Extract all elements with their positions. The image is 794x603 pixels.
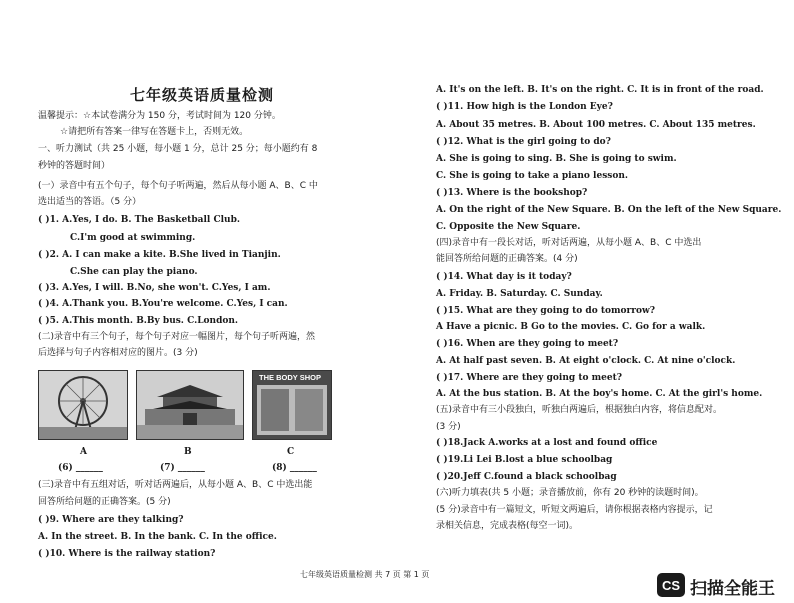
- page-footer: 七年级英语质量检测 共 7 页 第 1 页: [300, 570, 430, 579]
- option-line: C. She is going to take a piano lesson.: [436, 171, 629, 181]
- question-line: ( )4. A.Thank you. B.You're welcome. C.Yes, I can.: [38, 299, 288, 309]
- option-line: C. Opposite the New Square.: [436, 222, 581, 232]
- option-line: A. It's on the left. B. It's on the right. C. It is in front of the road.: [436, 85, 764, 95]
- text-line: (二)录音中有三个句子，每个句子对应一幅图片，每个句子听两遍，然: [38, 332, 316, 342]
- text-line: 回答所给问题的正确答案。(5 分): [38, 497, 171, 507]
- option-line: A. On the right of the New Square. B. On the left of the New Square.: [436, 205, 782, 215]
- option-line: A. In the street. B. In the bank. C. In the office.: [38, 532, 277, 542]
- picture-london-eye: [38, 370, 128, 440]
- picture-body-shop: [252, 370, 332, 440]
- question-line: ( )14. What day is it today?: [436, 272, 572, 282]
- question-line: ( )16. When are they going to meet?: [436, 339, 619, 349]
- text-line: (一）录音中有五个句子，每个句子听两遍，然后从每小题 A、B、C 中: [38, 181, 318, 191]
- match-line: ( )18.Jack A.works at a lost and found office: [436, 438, 658, 448]
- question-line: ( )17. Where are they going to meet?: [436, 373, 623, 383]
- text-line: ☆请把所有答案一律写在答题卡上，否则无效。: [60, 127, 249, 137]
- question-line: ( )1. A.Yes, I do. B. The Basketball Club.: [38, 215, 240, 225]
- text-line: (3 分): [436, 422, 461, 432]
- question-line: ( )5. A.This month. B.By bus. C.London.: [38, 316, 239, 326]
- option-line: C.I'm good at swimming.: [70, 233, 196, 243]
- text-line: (四)录音中有一段长对话，听对话两遍，从每小题 A、B、C 中选出: [436, 238, 702, 248]
- question-line: ( )12. What is the girl going to do?: [436, 137, 611, 147]
- text-line: 录相关信息，完成表格(每空一词)。: [436, 521, 579, 531]
- match-line: ( )20.Jeff C.found a black schoolbag: [436, 472, 617, 482]
- answer-blank: (6) ______: [58, 463, 103, 473]
- option-line: C.She can play the piano.: [70, 267, 198, 277]
- watermark-text: 扫描全能王: [690, 579, 775, 599]
- picture-label: B: [184, 447, 192, 457]
- text-line: 秒钟的答题时间）: [38, 161, 111, 171]
- answer-blank: (8) ______: [272, 463, 317, 473]
- question-line: ( )11. How high is the London Eye?: [436, 102, 613, 112]
- question-line: ( )13. Where is the bookshop?: [436, 188, 588, 198]
- camscanner-logo-icon: CS: [657, 573, 685, 597]
- text-line: (六)听力填表(共 5 小题；录音播放前，你有 20 秒钟的读题时间)。: [436, 488, 704, 498]
- option-line: A. Friday. B. Saturday. C. Sunday.: [436, 289, 603, 299]
- picture-label: A: [80, 447, 87, 457]
- picture-label: C: [287, 447, 295, 457]
- question-line: ( )2. A. I can make a kite. B.She lived in Tianjin.: [38, 250, 281, 260]
- option-line: A. She is going to sing. B. She is going to swim.: [436, 154, 677, 164]
- text-line: 选出适当的答语。（5 分）: [38, 197, 142, 207]
- shop-sign: THE BODY SHOP: [259, 373, 321, 382]
- option-line: A Have a picnic. B Go to the movies. C. Go for a walk.: [436, 322, 706, 332]
- option-line: A. At half past seven. B. At eight o'clock. C. At nine o'clock.: [436, 356, 736, 366]
- text-line: 温馨提示：☆本试卷满分为 150 分，考试时间为 120 分钟。: [38, 111, 281, 121]
- text-line: (5 分)录音中有一篇短文，听短文两遍后，请你根据表格内容提示，记: [436, 505, 713, 515]
- text-line: 后选择与句子内容相对应的图片。(3 分): [38, 348, 198, 358]
- answer-blank: (7) ______: [160, 463, 205, 473]
- text-line: 能回答所给问题的正确答案。(4 分): [436, 254, 578, 264]
- text-line: 一、听力测试（共 25 小题，每小题 1 分，总计 25 分；每小题约有 8: [38, 144, 318, 154]
- question-line: ( )9. Where are they talking?: [38, 515, 184, 525]
- match-line: ( )19.Li Lei B.lost a blue schoolbag: [436, 455, 613, 465]
- question-line: ( )10. Where is the railway station?: [38, 549, 216, 559]
- question-line: ( )3. A.Yes, I will. B.No, she won't. C.Yes, I am.: [38, 283, 271, 293]
- picture-tiananmen: [136, 370, 244, 440]
- text-line: (三)录音中有五组对话，听对话两遍后，从每小题 A、B、C 中选出能: [38, 480, 313, 490]
- option-line: A. About 35 metres. B. About 100 metres. C. About 135 metres.: [436, 120, 756, 130]
- page-title: 七年级英语质量检测: [130, 86, 275, 104]
- option-line: A. At the bus station. B. At the boy's home. C. At the girl's home.: [436, 389, 763, 399]
- question-line: ( )15. What are they going to do tomorrow?: [436, 306, 656, 316]
- text-line: (五)录音中有三小段独白，听独白两遍后，根据独白内容，将信息配对。: [436, 405, 723, 415]
